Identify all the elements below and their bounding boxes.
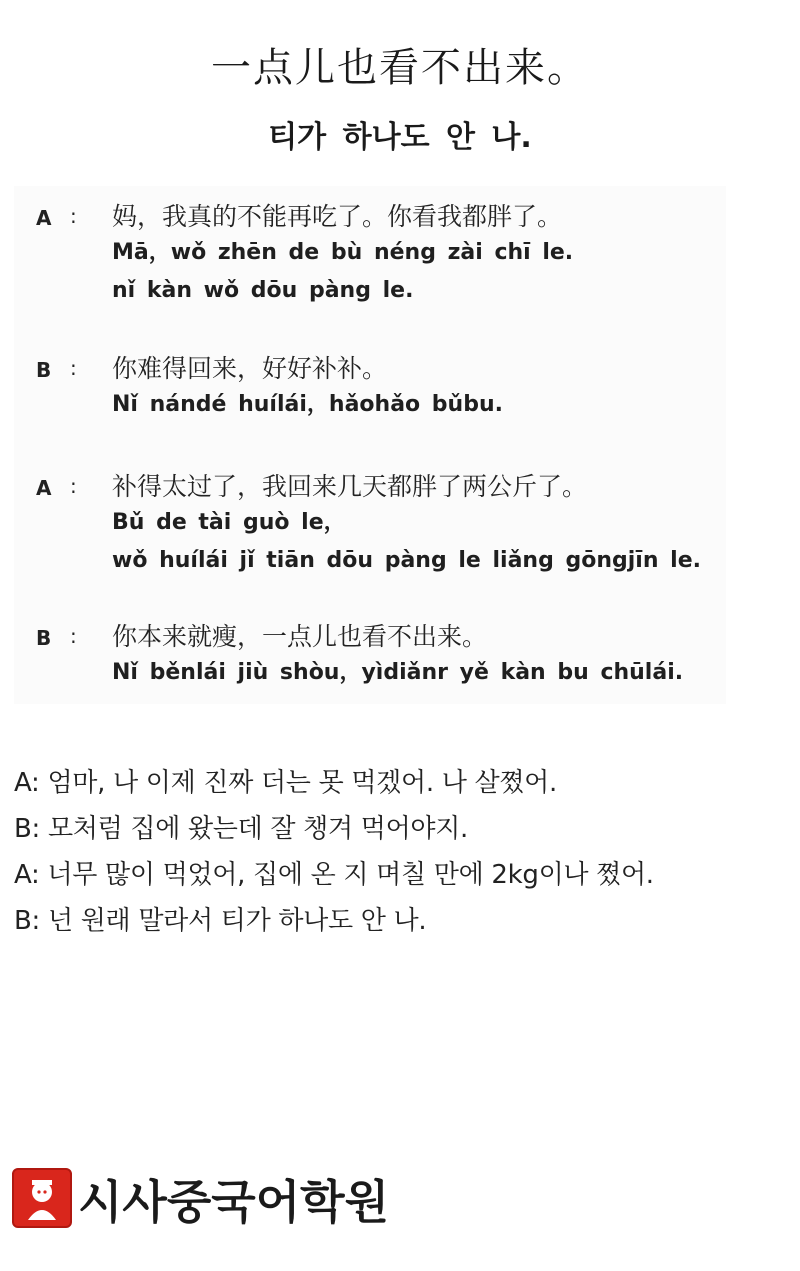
- pinyin-line: Mā，wǒ zhēn de bù néng zài chī le.: [112, 240, 574, 265]
- chinese-line: 妈，我真的不能再吃了。你看我都胖了。: [112, 202, 563, 231]
- speaker-label: A: [36, 476, 52, 500]
- speaker-colon: :: [70, 624, 77, 648]
- pinyin-line: wǒ huílái jǐ tiān dōu pàng le liǎng gōngjīn le.: [112, 548, 701, 573]
- sisa-logo-icon: [12, 1168, 72, 1228]
- pinyin-line: nǐ kàn wǒ dōu pàng le.: [112, 278, 414, 303]
- translation-line: B: 넌 원래 말라서 티가 하나도 안 나.: [14, 906, 427, 936]
- logo-text: 시사중국어학원: [78, 1175, 390, 1229]
- speaker-label: A: [36, 206, 52, 230]
- sisa-logo: [12, 1162, 432, 1232]
- pinyin-line: Bǔ de tài guò le，: [112, 510, 346, 535]
- pinyin-line: Nǐ nándé huílái，hǎohǎo bǔbu.: [112, 392, 503, 417]
- chinese-line: 补得太过了，我回来几天都胖了两公斤了。: [112, 472, 588, 501]
- chinese-line: 你本来就瘦，一点儿也看不出来。: [112, 622, 488, 651]
- korean-translation: [14, 760, 794, 944]
- translation-line: B: 모처럼 집에 왔는데 잘 챙겨 먹어야지.: [14, 814, 468, 844]
- page-title-chinese: 一点儿也看不出来。: [211, 45, 589, 91]
- speaker-colon: :: [70, 474, 77, 498]
- speaker-label: B: [36, 358, 52, 382]
- translation-line: A: 엄마, 나 이제 진짜 더는 못 먹겠어. 나 살쪘어.: [14, 768, 557, 798]
- speaker-colon: :: [70, 204, 77, 228]
- pinyin-line: Nǐ běnlái jiù shòu，yìdiǎnr yě kàn bu chūlái.: [112, 660, 684, 685]
- translation-line: A: 너무 많이 먹었어, 집에 온 지 며칠 만에 2kg이나 쪘어.: [14, 860, 654, 890]
- dialogue-box: [14, 186, 726, 704]
- speaker-label: B: [36, 626, 52, 650]
- chinese-line: 你难得回来，好好补补。: [112, 354, 388, 383]
- page-title-korean: 티가 하나도 안 나.: [268, 120, 532, 155]
- speaker-colon: :: [70, 356, 77, 380]
